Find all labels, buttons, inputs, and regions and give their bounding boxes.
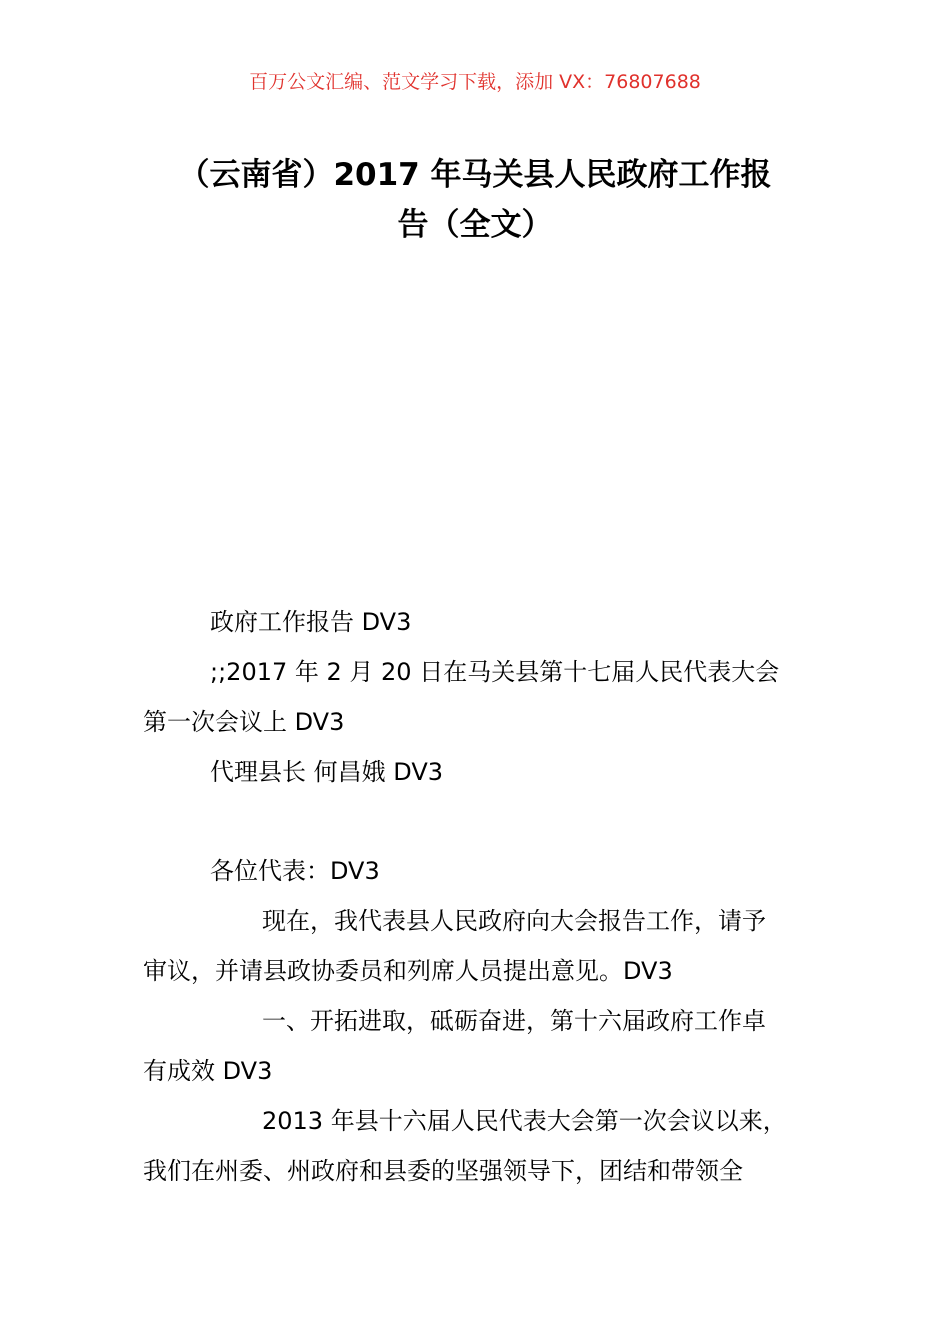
salutation-line: 各位代表：DV3 — [210, 857, 380, 885]
section-one-paragraph-line-1: 2013 年县十六届人民代表大会第一次会议以来， — [262, 1107, 787, 1135]
report-heading-line: 政府工作报告 DV3 — [210, 608, 412, 636]
meeting-date-line: ;;2017 年 2 月 20 日在马关县第十七届人民代表大会 — [210, 658, 780, 686]
section-one-heading-line-1: 一、开拓进取，砥砺奋进，第十六届政府工作卓 — [262, 1007, 766, 1035]
document-title-line-2: 告（全文） — [397, 207, 553, 243]
speaker-line: 代理县长 何昌娥 DV3 — [210, 758, 444, 786]
section-one-paragraph-line-2: 我们在州委、州政府和县委的坚强领导下，团结和带领全 — [143, 1157, 743, 1185]
intro-paragraph-line-2: 审议，并请县政协委员和列席人员提出意见。DV3 — [143, 957, 673, 985]
meeting-date-line-cont: 第一次会议上 DV3 — [143, 708, 345, 736]
intro-paragraph-line-1: 现在，我代表县人民政府向大会报告工作，请予 — [262, 907, 766, 935]
document-title-line-1: （云南省）2017 年马关县人民政府工作报 — [178, 157, 772, 193]
section-one-heading-line-2: 有成效 DV3 — [143, 1057, 273, 1085]
header-promo-note: 百万公文汇编、范文学习下载，添加 VX：76807688 — [249, 71, 701, 93]
document-title — [140, 150, 810, 250]
